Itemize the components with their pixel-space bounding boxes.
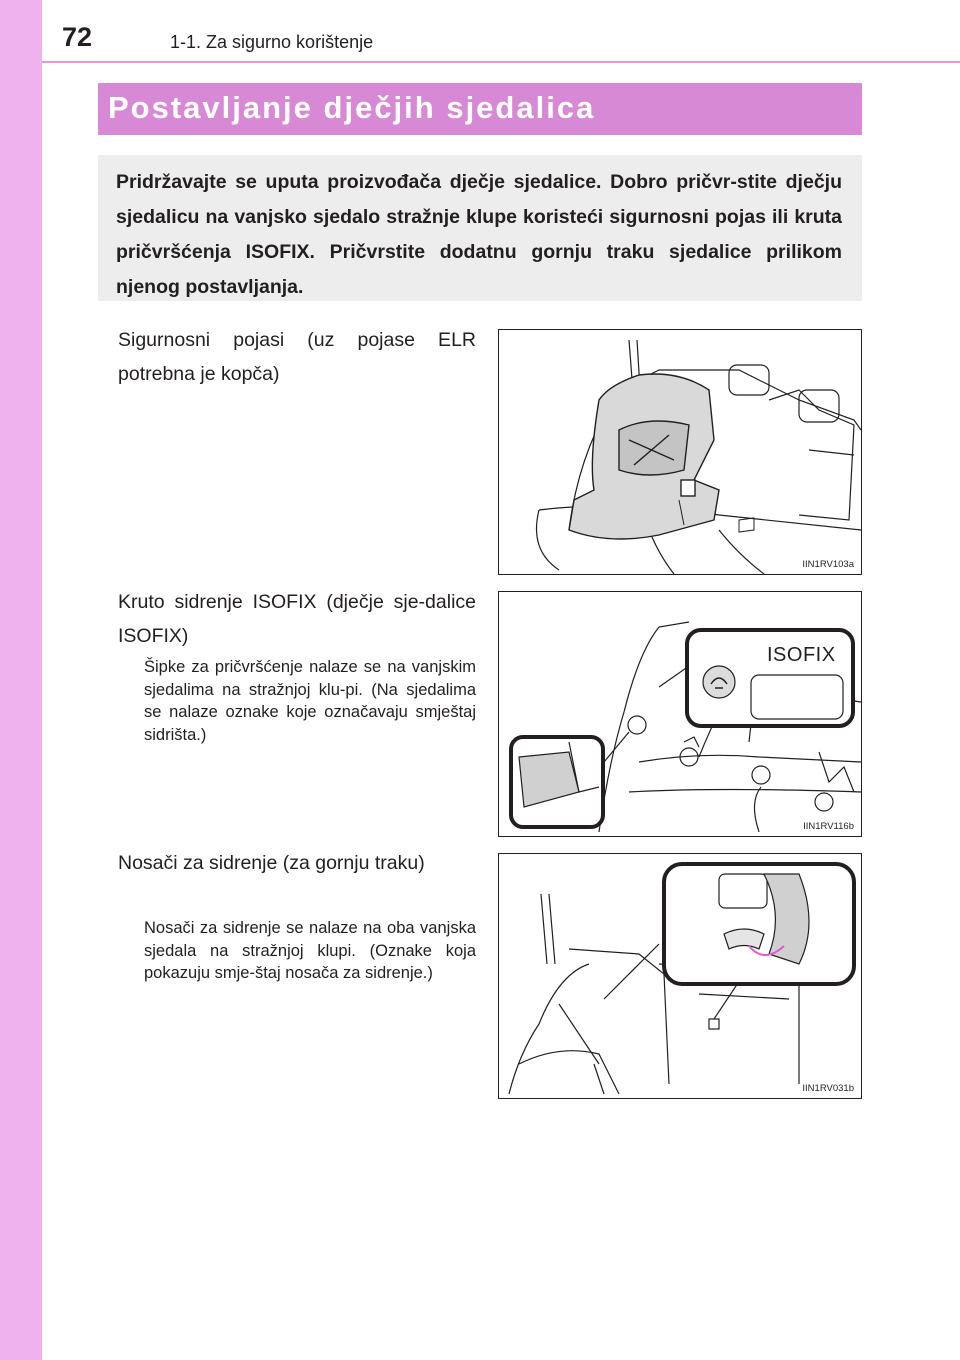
figure-code: IIN1RV116b (803, 821, 854, 832)
header-divider (42, 61, 960, 63)
figure-code: IIN1RV103a (802, 559, 854, 570)
item-title-top-tether: Nosači za sidrenje (za gornju traku) (118, 852, 425, 874)
section-title: Postavljanje dječjih sjedalica (108, 90, 596, 125)
item-body-top-tether: Nosači za sidrenje se nalaze na oba vanjska sjedala na stražnjoj klupi. (Oznake koja pokazuju smje-štaj nosača za sidrenje.) (144, 919, 476, 982)
item-title-seat-belts: Sigurnosni pojasi (uz pojase ELR potrebna je kopča) (118, 329, 476, 385)
figure-seat-belt-install (498, 329, 862, 575)
figure-top-tether (498, 853, 862, 1099)
section-title-bar (98, 83, 862, 135)
isofix-mark-label: ISOFIX (767, 644, 836, 666)
top-tether-illustration (499, 854, 861, 1098)
child-seat-belt-illustration (499, 330, 861, 574)
chapter-heading: 1-1. Za sigurno korištenje (170, 32, 374, 52)
intro-text: Pridržavajte se uputa proizvođača dječje sjedalice. Dobro pričvr-stite dječju sjedalicu na vanjsko sjedalo stražnje klupe koristeći sigurnosni pojas ili kruta pričvršćenja ISOFIX. Pričvrstite dodatnu gornju traku sjedalice prilikom njenog postavljanja. (116, 171, 842, 298)
figure-isofix (498, 591, 862, 837)
figure-code: IIN1RV031b (802, 1083, 854, 1094)
item-title-isofix: Kruto sidrenje ISOFIX (dječje sje-dalice ISOFIX) (118, 591, 476, 647)
item-body-isofix: Šipke za pričvršćenje nalaze se na vanjskim sjedalima na stražnjoj klu-pi. (Na sjedalima se nalaze oznake koje označavaju smještaj sidrišta.) (144, 658, 476, 744)
chapter-side-tab (0, 0, 42, 1360)
isofix-anchor-illustration (499, 592, 861, 836)
intro-box (98, 155, 862, 301)
page-number: 72 (62, 22, 93, 52)
